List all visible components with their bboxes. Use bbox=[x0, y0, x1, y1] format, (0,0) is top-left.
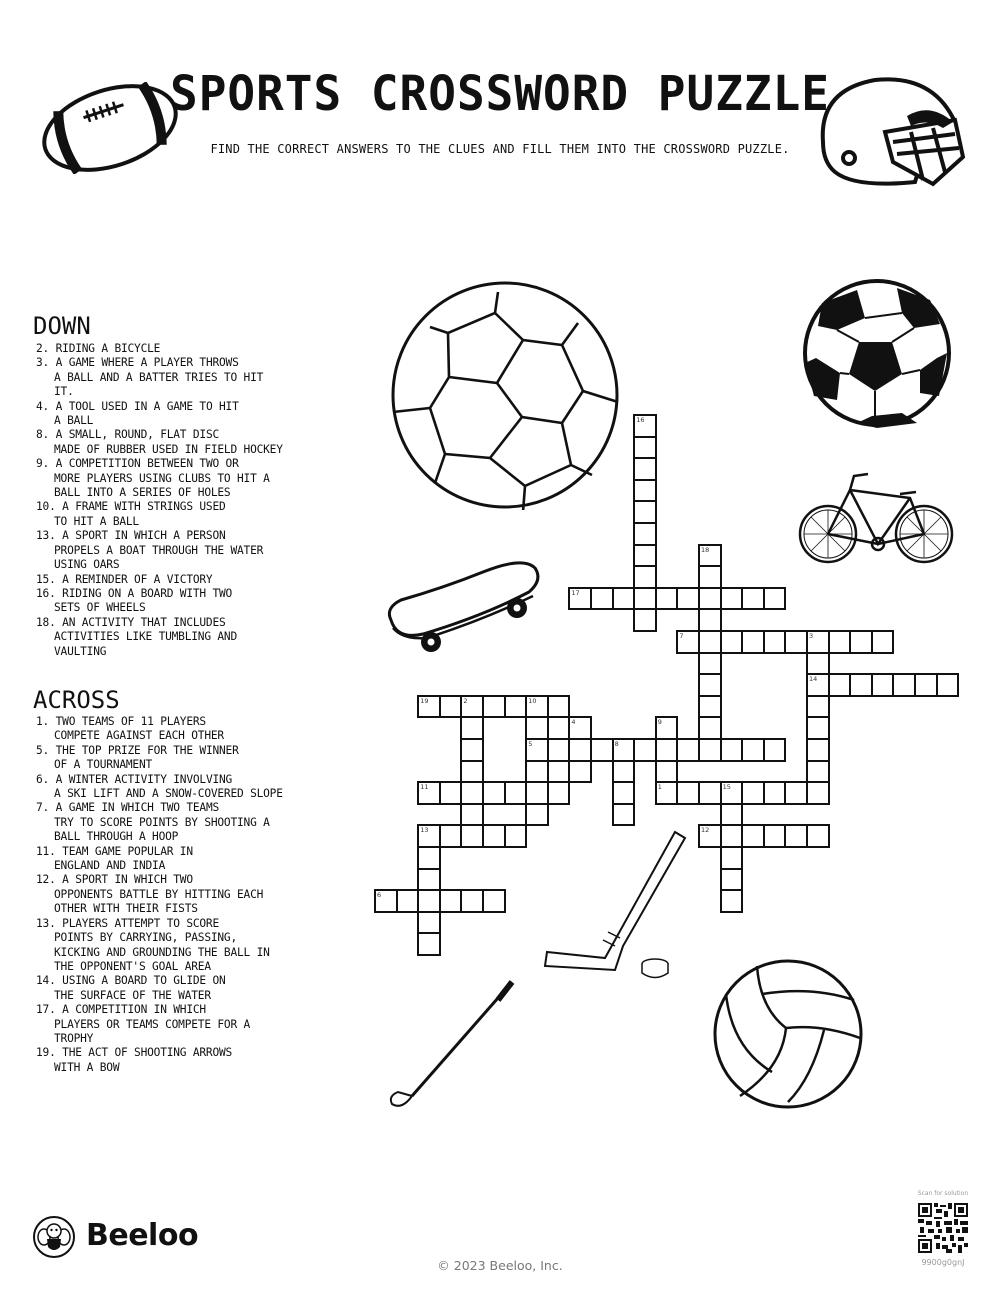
grid-cell[interactable] bbox=[482, 889, 506, 913]
cell-number: 19 bbox=[420, 696, 429, 705]
clue-continuation: A BALL AND A BATTER TRIES TO HIT IT. bbox=[54, 370, 264, 399]
down-clue bbox=[36, 616, 286, 659]
cell-number: 8 bbox=[614, 740, 619, 748]
grid-cell[interactable] bbox=[741, 781, 765, 805]
grid-cell[interactable] bbox=[612, 803, 636, 827]
grid-cell[interactable] bbox=[612, 587, 636, 611]
grid-cell[interactable] bbox=[763, 738, 787, 762]
clue-text: THE TOP PRIZE FOR THE WINNER bbox=[55, 743, 239, 757]
cell-number: 15 bbox=[722, 783, 731, 792]
grid-cell[interactable] bbox=[482, 824, 506, 848]
clue-text: A GAME WHERE A PLAYER THROWS bbox=[55, 356, 239, 370]
cell-number: 1 bbox=[657, 783, 662, 792]
grid-cell[interactable] bbox=[741, 587, 765, 611]
skateboard-icon bbox=[383, 558, 543, 654]
grid-cell[interactable] bbox=[936, 673, 960, 697]
grid-cell[interactable] bbox=[547, 781, 571, 805]
clue-continuation: MADE OF RUBBER USED IN FIELD HOCKEY bbox=[54, 442, 283, 456]
soccer-ball-outline-icon bbox=[390, 280, 620, 510]
grid-cell[interactable] bbox=[849, 630, 873, 654]
grid-cell[interactable] bbox=[806, 760, 830, 784]
cell-number: 6 bbox=[377, 891, 382, 900]
clue-continuation: ACTIVITIES LIKE TUMBLING AND VAULTING bbox=[54, 630, 237, 658]
grid-cell[interactable] bbox=[698, 565, 722, 589]
across-clue bbox=[36, 974, 286, 1003]
grid-cell[interactable] bbox=[633, 414, 657, 438]
clue-number: 12. bbox=[36, 873, 56, 887]
clue-number: 10. bbox=[36, 500, 56, 514]
clue-continuation: OPPONENTS BATTLE BY HITTING EACH OTHER WITH THEIR FISTS bbox=[54, 887, 264, 916]
grid-cell[interactable] bbox=[806, 824, 830, 848]
grid-cell[interactable] bbox=[655, 781, 679, 805]
down-clue bbox=[36, 500, 286, 529]
clue-continuation: TRY TO SCORE POINTS BY SHOOTING A BALL THROUGH A HOOP bbox=[54, 815, 270, 844]
cell-number: 7 bbox=[679, 632, 684, 640]
grid-cell[interactable] bbox=[633, 587, 657, 611]
clue-number: 2. bbox=[36, 342, 50, 355]
down-clue bbox=[36, 342, 286, 356]
clue-continuation: A SKI LIFT AND A SNOW-COVERED SLOPE bbox=[54, 787, 283, 801]
page-title: SPORTS CROSSWORD PUZZLE bbox=[170, 64, 830, 122]
grid-cell[interactable] bbox=[698, 716, 722, 740]
grid-cell[interactable] bbox=[763, 630, 787, 654]
grid-cell[interactable] bbox=[698, 587, 722, 611]
clue-text: A COMPETITION IN WHICH bbox=[62, 1003, 206, 1017]
clue-number: 9. bbox=[36, 457, 50, 471]
across-heading: ACROSS bbox=[33, 686, 120, 714]
grid-cell[interactable] bbox=[892, 673, 916, 697]
clue-number: 13. bbox=[36, 529, 56, 543]
cell-number: 11 bbox=[420, 783, 429, 792]
grid-cell[interactable] bbox=[417, 824, 441, 848]
clue-number: 14. bbox=[36, 974, 56, 988]
clue-text: A SPORT IN WHICH A PERSON bbox=[62, 529, 226, 543]
grid-cell[interactable] bbox=[784, 824, 808, 848]
grid-cell[interactable] bbox=[655, 760, 679, 784]
clue-continuation: A BALL bbox=[54, 414, 94, 428]
grid-cell[interactable] bbox=[525, 803, 549, 827]
clue-number: 16. bbox=[36, 586, 56, 600]
grid-cell[interactable] bbox=[612, 781, 636, 805]
grid-cell[interactable] bbox=[417, 846, 441, 870]
grid-cell[interactable] bbox=[698, 673, 722, 697]
grid-cell[interactable] bbox=[914, 673, 938, 697]
grid-cell[interactable] bbox=[720, 889, 744, 913]
clue-continuation: THE SURFACE OF THE WATER bbox=[54, 988, 211, 1002]
grid-cell[interactable] bbox=[763, 824, 787, 848]
down-clue bbox=[36, 356, 286, 399]
grid-cell[interactable] bbox=[439, 781, 463, 805]
grid-cell[interactable] bbox=[849, 673, 873, 697]
grid-cell[interactable] bbox=[568, 760, 592, 784]
grid-cell[interactable] bbox=[655, 716, 679, 740]
grid-cell[interactable] bbox=[806, 652, 830, 676]
clue-number: 17. bbox=[36, 1003, 56, 1017]
cell-number: 13 bbox=[420, 826, 429, 835]
clue-text: TWO TEAMS OF 11 PLAYERS bbox=[55, 715, 206, 728]
grid-cell[interactable] bbox=[806, 630, 830, 654]
across-clue bbox=[36, 715, 286, 744]
grid-cell[interactable] bbox=[806, 738, 830, 762]
copyright: © 2023 Beeloo, Inc. bbox=[437, 1258, 563, 1273]
grid-cell[interactable] bbox=[871, 630, 895, 654]
clue-text: A COMPETITION BETWEEN TWO OR bbox=[55, 457, 239, 471]
across-clue bbox=[36, 773, 286, 802]
grid-cell[interactable] bbox=[806, 781, 830, 805]
grid-cell[interactable] bbox=[806, 673, 830, 697]
grid-cell[interactable] bbox=[633, 738, 657, 762]
grid-cell[interactable] bbox=[698, 695, 722, 719]
qr-code-icon[interactable] bbox=[918, 1203, 968, 1253]
grid-cell[interactable] bbox=[784, 781, 808, 805]
grid-cell[interactable] bbox=[590, 587, 614, 611]
clue-text: A SMALL, ROUND, FLAT DISC bbox=[55, 428, 220, 442]
clue-number: 5. bbox=[36, 743, 50, 757]
grid-cell[interactable] bbox=[417, 889, 441, 913]
across-clue bbox=[36, 1003, 286, 1046]
clue-text: A WINTER ACTIVITY INVOLVING bbox=[55, 772, 233, 786]
grid-cell[interactable] bbox=[590, 738, 614, 762]
grid-cell[interactable] bbox=[460, 760, 484, 784]
clue-number: 4. bbox=[36, 399, 50, 413]
grid-cell[interactable] bbox=[482, 781, 506, 805]
clue-number: 8. bbox=[36, 428, 50, 442]
helmet-icon bbox=[815, 72, 965, 190]
clue-continuation: PLAYERS OR TEAMS COMPETE FOR A TROPHY bbox=[54, 1017, 251, 1045]
grid-cell[interactable] bbox=[741, 630, 765, 654]
grid-cell[interactable] bbox=[482, 695, 506, 719]
cell-number: 16 bbox=[636, 416, 645, 424]
bicycle-icon bbox=[798, 470, 956, 565]
clue-continuation: POINTS BY CARRYING, PASSING, KICKING AND GROUNDING THE BALL IN THE OPPONENT'S GOAL AREA bbox=[54, 931, 270, 973]
clue-continuation: MORE PLAYERS USING CLUBS TO HIT A BALL INTO A SERIES OF HOLES bbox=[54, 471, 270, 500]
grid-cell[interactable] bbox=[547, 738, 571, 762]
grid-cell[interactable] bbox=[417, 695, 441, 719]
cell-number: 9 bbox=[657, 718, 662, 727]
soccer-ball-filled-icon bbox=[802, 278, 952, 428]
clue-text: A REMINDER OF A VICTORY bbox=[62, 572, 213, 586]
across-clue bbox=[36, 873, 286, 916]
grid-cell[interactable] bbox=[525, 760, 549, 784]
grid-cell[interactable] bbox=[460, 695, 484, 719]
grid-cell[interactable] bbox=[720, 824, 744, 848]
grid-cell[interactable] bbox=[633, 436, 657, 460]
clue-number: 1. bbox=[36, 715, 50, 728]
down-clue-list bbox=[36, 342, 286, 659]
qr-code-id: 9900g0gnJ bbox=[921, 1258, 965, 1267]
cell-number: 5 bbox=[528, 740, 533, 748]
grid-cell[interactable] bbox=[396, 889, 420, 913]
across-clue bbox=[36, 917, 286, 975]
grid-cell[interactable] bbox=[525, 716, 549, 740]
clue-text: RIDING ON A BOARD WITH TWO bbox=[62, 586, 233, 600]
clue-continuation: SETS OF WHEELS bbox=[54, 601, 146, 615]
cell-number: 10 bbox=[528, 696, 537, 705]
grid-cell[interactable] bbox=[460, 781, 484, 805]
clue-continuation: OF A TOURNAMENT bbox=[54, 758, 153, 772]
clue-continuation: WITH A BOW bbox=[54, 1060, 120, 1074]
hockey-puck-icon bbox=[640, 958, 670, 980]
cell-number: 17 bbox=[571, 588, 580, 597]
grid-cell[interactable] bbox=[720, 587, 744, 611]
grid-cell[interactable] bbox=[698, 544, 722, 568]
clue-number: 19. bbox=[36, 1046, 56, 1060]
down-clue bbox=[36, 587, 286, 616]
across-clue-list bbox=[36, 715, 286, 1075]
clue-text: USING A BOARD TO GLIDE ON bbox=[62, 974, 226, 988]
grid-cell[interactable] bbox=[504, 695, 528, 719]
clue-text: PLAYERS ATTEMPT TO SCORE bbox=[62, 916, 220, 930]
grid-cell[interactable] bbox=[504, 781, 528, 805]
clue-number: 13. bbox=[36, 916, 56, 930]
volleyball-icon bbox=[712, 958, 864, 1110]
grid-cell[interactable] bbox=[655, 587, 679, 611]
clue-continuation: TO HIT A BALL bbox=[54, 514, 139, 528]
grid-cell[interactable] bbox=[460, 824, 484, 848]
down-heading: DOWN bbox=[33, 312, 91, 340]
grid-cell[interactable] bbox=[676, 738, 700, 762]
grid-cell[interactable] bbox=[720, 868, 744, 892]
grid-cell[interactable] bbox=[741, 738, 765, 762]
grid-cell[interactable] bbox=[439, 889, 463, 913]
grid-cell[interactable] bbox=[763, 587, 787, 611]
cell-number: 14 bbox=[809, 675, 818, 684]
grid-cell[interactable] bbox=[460, 738, 484, 762]
grid-cell[interactable] bbox=[504, 824, 528, 848]
grid-cell[interactable] bbox=[547, 695, 571, 719]
grid-cell[interactable] bbox=[460, 803, 484, 827]
clue-number: 6. bbox=[36, 772, 50, 786]
grid-cell[interactable] bbox=[633, 544, 657, 568]
grid-cell[interactable] bbox=[806, 716, 830, 740]
grid-cell[interactable] bbox=[460, 889, 484, 913]
brand-name: Beeloo bbox=[86, 1218, 199, 1253]
grid-cell[interactable] bbox=[439, 695, 463, 719]
clue-text: A FRAME WITH STRINGS USED bbox=[62, 500, 226, 514]
grid-cell[interactable] bbox=[698, 824, 722, 848]
clue-text: AN ACTIVITY THAT INCLUDES bbox=[62, 615, 226, 629]
clue-text: TEAM GAME POPULAR IN bbox=[62, 844, 193, 858]
clue-number: 3. bbox=[36, 356, 50, 370]
grid-cell[interactable] bbox=[417, 868, 441, 892]
grid-cell[interactable] bbox=[698, 608, 722, 632]
grid-cell[interactable] bbox=[720, 738, 744, 762]
down-clue bbox=[36, 457, 286, 500]
grid-cell[interactable] bbox=[720, 803, 744, 827]
grid-cell[interactable] bbox=[633, 457, 657, 481]
clue-number: 11. bbox=[36, 844, 56, 858]
grid-cell[interactable] bbox=[763, 781, 787, 805]
grid-cell[interactable] bbox=[525, 695, 549, 719]
grid-cell[interactable] bbox=[439, 824, 463, 848]
grid-cell[interactable] bbox=[417, 911, 441, 935]
grid-cell[interactable] bbox=[568, 587, 592, 611]
beeloo-logo-icon bbox=[32, 1215, 76, 1259]
clue-text: RIDING A BICYCLE bbox=[55, 342, 161, 355]
grid-cell[interactable] bbox=[720, 630, 744, 654]
across-clue bbox=[36, 744, 286, 773]
cell-number: 2 bbox=[463, 696, 468, 705]
grid-cell[interactable] bbox=[417, 932, 441, 956]
clue-number: 18. bbox=[36, 615, 56, 629]
grid-cell[interactable] bbox=[612, 760, 636, 784]
down-clue bbox=[36, 529, 286, 572]
grid-cell[interactable] bbox=[612, 738, 636, 762]
grid-cell[interactable] bbox=[698, 652, 722, 676]
grid-cell[interactable] bbox=[720, 846, 744, 870]
clue-text: A GAME IN WHICH TWO TEAMS bbox=[55, 801, 220, 815]
grid-cell[interactable] bbox=[676, 630, 700, 654]
grid-cell[interactable] bbox=[568, 716, 592, 740]
grid-cell[interactable] bbox=[698, 781, 722, 805]
clue-number: 7. bbox=[36, 801, 50, 815]
clue-text: A SPORT IN WHICH TWO bbox=[62, 873, 193, 887]
grid-cell[interactable] bbox=[871, 673, 895, 697]
grid-cell[interactable] bbox=[568, 738, 592, 762]
clue-text: A TOOL USED IN A GAME TO HIT bbox=[55, 399, 239, 413]
qr-label: Scan for solution bbox=[917, 1190, 969, 1197]
cell-number: 12 bbox=[701, 826, 710, 835]
clue-continuation: PROPELS A BOAT THROUGH THE WATER USING OARS bbox=[54, 543, 264, 572]
across-clue bbox=[36, 801, 286, 844]
golf-club-icon bbox=[388, 978, 518, 1113]
grid-cell[interactable] bbox=[417, 781, 441, 805]
grid-cell[interactable] bbox=[676, 587, 700, 611]
grid-cell[interactable] bbox=[374, 889, 398, 913]
grid-cell[interactable] bbox=[633, 500, 657, 524]
grid-cell[interactable] bbox=[828, 630, 852, 654]
clue-continuation: ENGLAND AND INDIA bbox=[54, 859, 166, 873]
grid-cell[interactable] bbox=[741, 824, 765, 848]
grid-cell[interactable] bbox=[460, 716, 484, 740]
grid-cell[interactable] bbox=[525, 738, 549, 762]
grid-cell[interactable] bbox=[676, 781, 700, 805]
grid-cell[interactable] bbox=[525, 781, 549, 805]
instructions: FIND THE CORRECT ANSWERS TO THE CLUES AND FILL THEM INTO THE CROSSWORD PUZZLE. bbox=[210, 142, 790, 156]
clue-number: 15. bbox=[36, 572, 56, 586]
grid-cell[interactable] bbox=[698, 738, 722, 762]
grid-cell[interactable] bbox=[784, 630, 808, 654]
grid-cell[interactable] bbox=[633, 522, 657, 546]
grid-cell[interactable] bbox=[720, 781, 744, 805]
down-clue bbox=[36, 573, 286, 587]
cell-number: 18 bbox=[701, 545, 710, 554]
cell-number: 4 bbox=[571, 718, 576, 727]
grid-cell[interactable] bbox=[806, 695, 830, 719]
grid-cell[interactable] bbox=[698, 630, 722, 654]
grid-cell[interactable] bbox=[655, 738, 679, 762]
grid-cell[interactable] bbox=[633, 608, 657, 632]
down-clue bbox=[36, 400, 286, 429]
grid-cell[interactable] bbox=[633, 565, 657, 589]
clue-continuation: COMPETE AGAINST EACH OTHER bbox=[54, 729, 224, 743]
across-clue bbox=[36, 1046, 286, 1075]
down-clue bbox=[36, 428, 286, 457]
across-clue bbox=[36, 845, 286, 874]
grid-cell[interactable] bbox=[828, 673, 852, 697]
clue-text: THE ACT OF SHOOTING ARROWS bbox=[62, 1046, 233, 1060]
cell-number: 3 bbox=[809, 632, 814, 640]
grid-cell[interactable] bbox=[633, 479, 657, 503]
